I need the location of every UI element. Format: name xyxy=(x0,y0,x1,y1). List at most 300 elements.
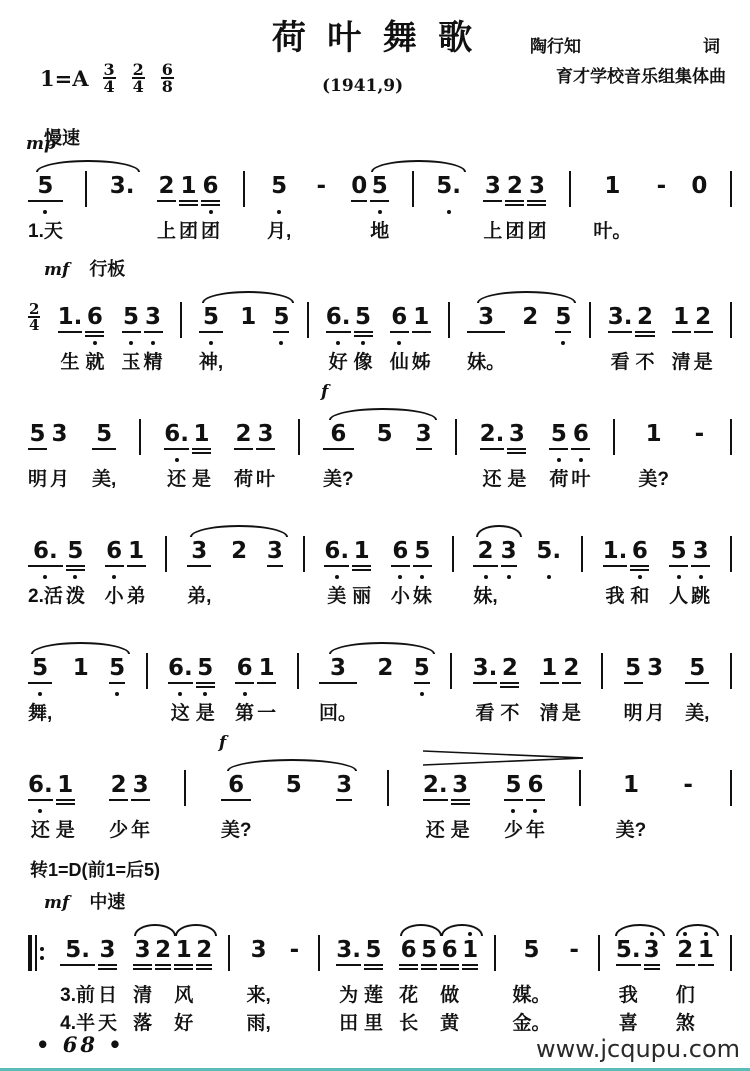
note-group xyxy=(168,648,215,729)
underline xyxy=(235,682,254,684)
duration-underlines xyxy=(324,563,349,572)
note-group xyxy=(287,930,302,1037)
note-token xyxy=(681,765,696,846)
note-digit: 1 xyxy=(57,772,74,798)
lyric-syllable: 美, xyxy=(92,469,117,490)
octave-dot xyxy=(447,210,451,214)
lyric-syllable: 我 xyxy=(618,985,638,1006)
lyric-syllable: 玉 xyxy=(121,352,141,373)
note-group xyxy=(399,930,478,1037)
lyric-syllable: 做 xyxy=(440,985,460,1006)
note-token xyxy=(267,531,283,612)
lyric-syllable: 弟 xyxy=(126,586,146,607)
barline xyxy=(184,770,186,806)
note-group xyxy=(377,414,393,495)
underline xyxy=(390,331,409,333)
note-token xyxy=(522,297,538,378)
lyric-syllable: 是 xyxy=(450,820,470,841)
lyric-syllable-verse2: 黄 xyxy=(440,1013,460,1034)
note-digit: 5 xyxy=(32,655,49,681)
note-group xyxy=(638,414,669,495)
duration-underlines xyxy=(155,962,171,971)
underline xyxy=(669,565,688,567)
lyric-syllable: 还 xyxy=(167,469,187,490)
dots-below xyxy=(277,207,281,216)
lyric-syllable: 美? xyxy=(220,820,252,841)
note-digit: 2 xyxy=(158,173,175,199)
underline xyxy=(691,565,710,567)
underline xyxy=(555,331,571,333)
underline xyxy=(421,968,437,970)
duration-underlines xyxy=(527,198,546,207)
lyric-syllable-verse2: 落 xyxy=(133,1013,153,1034)
octave-dot xyxy=(178,692,182,696)
slur-arc xyxy=(190,525,288,537)
note-digit: 3 xyxy=(191,538,208,564)
note-token xyxy=(168,648,193,729)
lyric-syllable: 弟, xyxy=(187,586,212,607)
underline xyxy=(60,964,95,966)
lyric-syllable: 妹。 xyxy=(467,352,506,373)
duration-underlines xyxy=(412,329,431,338)
dots-below xyxy=(447,207,451,216)
dots-below xyxy=(507,572,511,581)
underline xyxy=(507,448,526,450)
underline xyxy=(624,682,643,684)
repeat-thin-bar xyxy=(35,935,37,971)
underline xyxy=(192,448,211,450)
slur-arc xyxy=(31,642,130,654)
duration-underlines xyxy=(646,680,665,689)
duration-underlines xyxy=(267,563,283,572)
duration-underlines xyxy=(624,680,643,689)
lyric-syllable: 美? xyxy=(323,469,354,490)
underline xyxy=(56,799,75,801)
lyric-syllable: 泼 xyxy=(65,586,85,607)
lyric-syllable: 看 xyxy=(610,352,630,373)
lyric-syllable: 小 xyxy=(104,586,124,607)
note-digit: 3 xyxy=(99,937,116,963)
duration-underlines xyxy=(73,680,89,689)
barline xyxy=(581,536,583,572)
music-system xyxy=(28,531,732,612)
note-group xyxy=(692,414,707,495)
octave-dot xyxy=(43,210,47,214)
note-token xyxy=(247,930,271,1037)
note-token xyxy=(462,930,478,1037)
slur-arc xyxy=(477,291,576,303)
duration-underlines xyxy=(287,962,302,971)
note-group xyxy=(377,648,393,729)
underline xyxy=(630,569,649,571)
note-digit: 5 xyxy=(96,421,113,447)
meter-numerator: 6 xyxy=(161,60,173,79)
note-digit: - xyxy=(656,173,667,199)
system-row xyxy=(28,531,732,612)
barline xyxy=(613,419,615,455)
lyric-syllable: 荷 xyxy=(549,469,569,490)
duration-underlines xyxy=(85,329,104,338)
note-token xyxy=(423,765,448,846)
barline xyxy=(455,419,457,455)
duration-underlines xyxy=(352,563,371,572)
underline xyxy=(28,799,53,801)
duration-underlines xyxy=(235,680,254,689)
time-sig-numerator: 2 xyxy=(29,300,40,318)
note-digit: 2 xyxy=(235,421,252,447)
note-digit: 3 xyxy=(643,937,660,963)
octave-dot xyxy=(398,575,402,579)
note-token xyxy=(451,765,470,846)
lyric-syllable: 月, xyxy=(267,221,292,242)
note-token xyxy=(694,297,713,378)
note-digit: 3 xyxy=(508,421,525,447)
note-group xyxy=(624,648,665,729)
note-group xyxy=(28,765,75,846)
underline xyxy=(28,448,47,450)
octave-dot xyxy=(38,692,42,696)
note-token xyxy=(413,531,432,612)
underline xyxy=(267,565,283,567)
octave-dot xyxy=(43,575,47,579)
lyric-syllable-verse2: 雨, xyxy=(246,1013,271,1034)
lyric-syllable: 年 xyxy=(525,820,545,841)
duration-underlines xyxy=(58,329,83,338)
dots-below xyxy=(533,806,537,815)
octave-dot xyxy=(243,692,247,696)
lyric-syllable: 团 xyxy=(505,221,525,242)
lyric-syllable: 不 xyxy=(635,352,655,373)
note-digit: 3 xyxy=(266,538,283,564)
octave-dot xyxy=(677,575,681,579)
dots-below xyxy=(398,572,402,581)
note-digit: 1. xyxy=(57,304,83,330)
note-group xyxy=(157,166,220,247)
barline xyxy=(243,171,245,207)
underline xyxy=(109,682,125,684)
duration-underlines xyxy=(240,329,256,338)
duration-underlines xyxy=(391,563,410,572)
lyric-syllable: 叶 xyxy=(571,469,591,490)
note-token xyxy=(549,414,568,495)
lyric-syllable: 叶 xyxy=(256,469,276,490)
note-digit: 2 xyxy=(377,655,394,681)
underline xyxy=(500,682,519,684)
note-token xyxy=(436,166,461,247)
lyric-syllable: 日 xyxy=(98,985,118,1006)
octave-dot xyxy=(277,210,281,214)
duration-underlines xyxy=(196,962,212,971)
note-digit: 6. xyxy=(33,538,58,564)
underline xyxy=(414,682,430,684)
underline xyxy=(201,204,220,206)
note-group xyxy=(608,297,655,378)
note-group xyxy=(235,648,276,729)
note-group xyxy=(231,531,247,612)
duration-underlines xyxy=(436,198,461,207)
underline xyxy=(98,968,117,970)
octave-dot xyxy=(561,341,565,345)
note-group xyxy=(555,297,571,378)
duration-underlines xyxy=(608,329,633,338)
octave-dot xyxy=(209,210,213,214)
note-digit: 5. xyxy=(65,937,90,963)
note-token xyxy=(26,134,63,247)
meter-denominator: 8 xyxy=(161,77,173,96)
system-row xyxy=(28,297,732,378)
underline xyxy=(505,204,524,206)
lyric-syllable: 清 xyxy=(539,703,559,724)
note-token xyxy=(105,531,124,612)
underline xyxy=(351,200,367,202)
lyric-syllable: 清 xyxy=(671,352,691,373)
duration-underlines xyxy=(669,563,688,572)
underline xyxy=(526,799,545,801)
note-digit: 6. xyxy=(167,655,193,681)
underline xyxy=(412,331,431,333)
barline xyxy=(303,536,305,572)
lyric-syllable: 妹 xyxy=(412,586,432,607)
duration-underlines xyxy=(526,797,545,806)
octave-dot xyxy=(209,341,213,345)
duration-underlines xyxy=(685,680,709,689)
lyric-syllable: 清 xyxy=(133,985,153,1006)
note-digit: 6 xyxy=(572,421,589,447)
note-group xyxy=(616,765,647,846)
note-group xyxy=(92,414,116,495)
underline xyxy=(98,964,117,966)
note-group xyxy=(109,765,150,846)
note-digit: 6 xyxy=(631,538,648,564)
lyric-syllable: 是 xyxy=(561,703,581,724)
note-token xyxy=(635,297,654,378)
dots-below xyxy=(699,572,703,581)
note-digit: 2 xyxy=(477,538,494,564)
slur-arc xyxy=(476,525,521,537)
note-group xyxy=(603,531,650,612)
duration-underlines xyxy=(473,680,498,689)
note-token xyxy=(157,166,176,247)
lyric-syllable: 还 xyxy=(482,469,502,490)
note-token xyxy=(321,382,354,495)
note-group xyxy=(133,930,212,1037)
note-token xyxy=(109,765,128,846)
lyric-syllable: 看 xyxy=(475,703,495,724)
lyric-syllable: 我 xyxy=(605,586,625,607)
key-change-marking: 转1=D(前1=后5) xyxy=(30,860,161,880)
dynamic-marking: f xyxy=(218,733,227,753)
note-digit: 0 xyxy=(691,173,708,199)
dots-below xyxy=(93,338,97,347)
note-token xyxy=(412,297,431,378)
note-token xyxy=(319,648,357,729)
note-token xyxy=(527,166,546,247)
note-digit: 1. xyxy=(602,538,628,564)
note-token xyxy=(28,531,63,612)
note-digit: 5 xyxy=(555,304,572,330)
note-digit: 1 xyxy=(193,421,210,447)
duration-underlines xyxy=(323,446,354,455)
slur-arc xyxy=(36,160,139,172)
tempo-marking: 中速 xyxy=(89,892,126,912)
duration-underlines xyxy=(681,797,696,806)
duration-underlines xyxy=(336,797,352,806)
note-token xyxy=(507,414,526,495)
underline xyxy=(336,799,352,801)
lyric-syllable: 明 xyxy=(28,469,48,490)
underline xyxy=(28,565,63,567)
composer-credit: 育才学校音乐组集体曲 xyxy=(556,67,726,86)
lyric-syllable: 就 xyxy=(85,352,105,373)
note-token xyxy=(179,166,198,247)
dots-below xyxy=(38,689,42,698)
note-token xyxy=(616,765,647,846)
note-group xyxy=(436,166,461,247)
lyric-syllable-verse2: 田 xyxy=(339,1013,359,1034)
dots-below xyxy=(397,338,401,347)
note-group xyxy=(267,531,283,612)
lyric-syllable: 团 xyxy=(179,221,199,242)
duration-underlines xyxy=(462,962,478,971)
underline xyxy=(391,565,410,567)
note-group xyxy=(391,531,432,612)
octave-dot xyxy=(151,341,155,345)
duration-underlines xyxy=(60,962,95,971)
lyric-syllable: 3.前 xyxy=(60,985,95,1006)
note-digit: 5. xyxy=(615,937,641,963)
meter-fraction xyxy=(161,62,174,94)
note-digit: 5 xyxy=(67,538,84,564)
note-token xyxy=(644,930,660,1037)
underline xyxy=(467,331,505,333)
note-token xyxy=(571,414,590,495)
note-token xyxy=(58,297,83,378)
underline xyxy=(364,964,383,966)
note-digit: 2 xyxy=(695,304,712,330)
note-token xyxy=(616,930,641,1037)
note-digit: 6. xyxy=(164,421,190,447)
octave-dot xyxy=(40,956,44,960)
note-digit: 2 xyxy=(501,655,518,681)
note-digit: 3 xyxy=(528,173,545,199)
dots-below xyxy=(420,689,424,698)
note-token xyxy=(352,531,371,612)
underline xyxy=(685,682,709,684)
note-digit: 2 xyxy=(110,772,127,798)
octave-dot xyxy=(397,341,401,345)
barline xyxy=(146,653,148,689)
note-digit: 5 xyxy=(202,304,219,330)
music-system xyxy=(28,124,732,247)
slur-arc xyxy=(441,924,484,936)
lyric-syllable: 少 xyxy=(109,820,129,841)
note-token xyxy=(174,930,193,1037)
underline xyxy=(196,682,215,684)
slur-arc xyxy=(227,759,357,771)
slur-arc xyxy=(202,291,295,303)
duration-underlines xyxy=(110,198,135,207)
note-token xyxy=(218,733,252,846)
note-digit: 3 xyxy=(478,304,495,330)
note-token xyxy=(56,765,75,846)
note-digit: 3 xyxy=(500,538,517,564)
duration-underlines xyxy=(192,446,211,455)
note-group xyxy=(549,414,590,495)
underline xyxy=(133,968,152,970)
duration-underlines xyxy=(635,329,654,338)
duration-underlines xyxy=(127,563,146,572)
underline xyxy=(672,331,691,333)
underline xyxy=(500,686,519,688)
lyric-syllable: 姊 xyxy=(411,352,431,373)
duration-underlines xyxy=(109,797,128,806)
note-token xyxy=(603,531,628,612)
octave-dot xyxy=(699,575,703,579)
lyric-syllable: 叶。 xyxy=(593,221,632,242)
lyric-syllable: 地 xyxy=(370,221,390,242)
underline xyxy=(56,803,75,805)
note-group xyxy=(199,297,223,378)
underline xyxy=(440,968,459,970)
note-token xyxy=(364,930,383,1037)
note-token xyxy=(698,930,714,1037)
note-group xyxy=(164,414,211,495)
duration-underlines xyxy=(390,329,409,338)
note-digit: 1 xyxy=(622,772,639,798)
note-group xyxy=(240,297,256,378)
duration-underlines xyxy=(630,563,649,572)
octave-dot xyxy=(638,575,642,579)
underline xyxy=(85,335,104,337)
note-digit: 1 xyxy=(462,937,479,963)
repeat-start-sign xyxy=(28,935,44,971)
dots-below xyxy=(579,455,583,464)
note-token xyxy=(131,765,150,846)
note-digit: 6 xyxy=(392,538,409,564)
barline xyxy=(494,935,496,971)
note-token xyxy=(608,297,633,378)
duration-underlines xyxy=(421,962,437,971)
note-digit: 3 xyxy=(452,772,469,798)
note-token xyxy=(240,297,256,378)
duration-underlines xyxy=(267,198,291,207)
note-digit: 5 xyxy=(37,173,54,199)
barline xyxy=(180,302,182,338)
barline xyxy=(387,770,389,806)
underline xyxy=(179,204,198,206)
duration-underlines xyxy=(28,797,53,806)
barline xyxy=(601,653,603,689)
note-digit: - xyxy=(289,937,300,963)
underline xyxy=(421,964,437,966)
underline xyxy=(196,968,212,970)
underline xyxy=(256,448,275,450)
octave-dot xyxy=(507,575,511,579)
dots-below xyxy=(203,689,207,698)
lyric-syllable: 媒。 xyxy=(512,985,551,1006)
dots-below xyxy=(561,338,565,347)
lyric-syllable: 跳 xyxy=(691,586,711,607)
dots-below xyxy=(420,572,424,581)
note-digit: 2. xyxy=(422,772,448,798)
note-digit: 1 xyxy=(180,173,197,199)
underline xyxy=(635,335,654,337)
underline xyxy=(192,452,211,454)
lyric-syllable-verse2: 4.半 xyxy=(60,1013,95,1034)
underline xyxy=(273,331,289,333)
duration-underlines xyxy=(500,680,519,689)
lyric-syllable: 丽 xyxy=(352,586,372,607)
